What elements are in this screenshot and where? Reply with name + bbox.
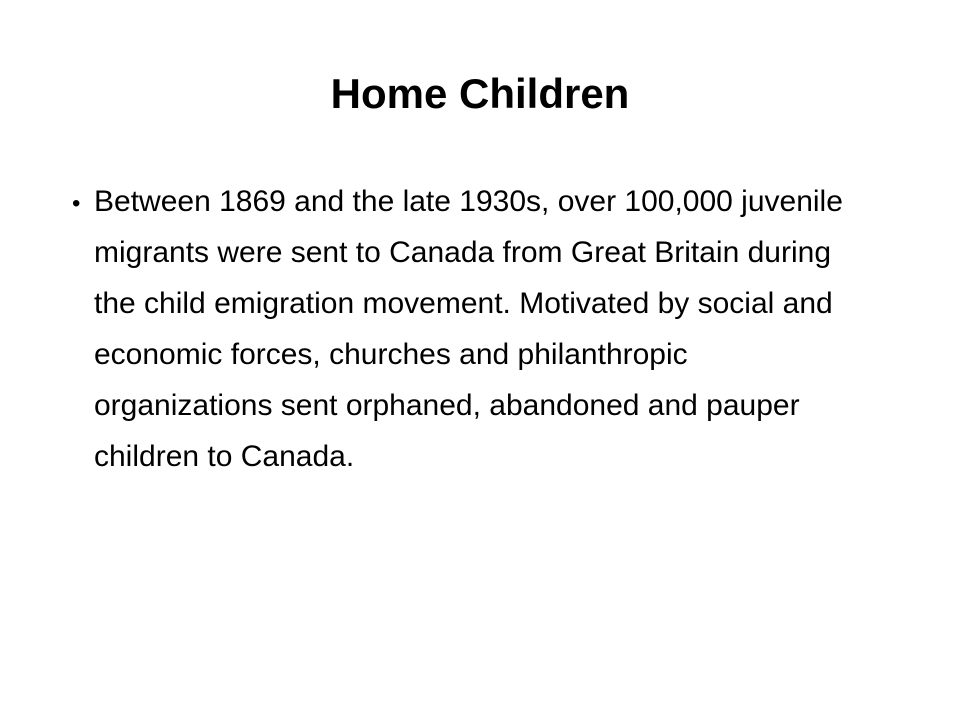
bullet-item: [72, 176, 872, 482]
bullet-list: [72, 176, 872, 482]
bullet-text: Between 1869 and the late 1930s, over 100,000 juvenile migrants were sent to Canada from Great Britain during the child emigration movement. Motivated by social and economic forces, churches and philanthropic organizations sent orphaned, abandoned and pauper children to Canada.: [94, 185, 843, 473]
slide-title: Home Children: [330, 70, 630, 117]
bullet-dot-icon: •: [72, 190, 81, 217]
